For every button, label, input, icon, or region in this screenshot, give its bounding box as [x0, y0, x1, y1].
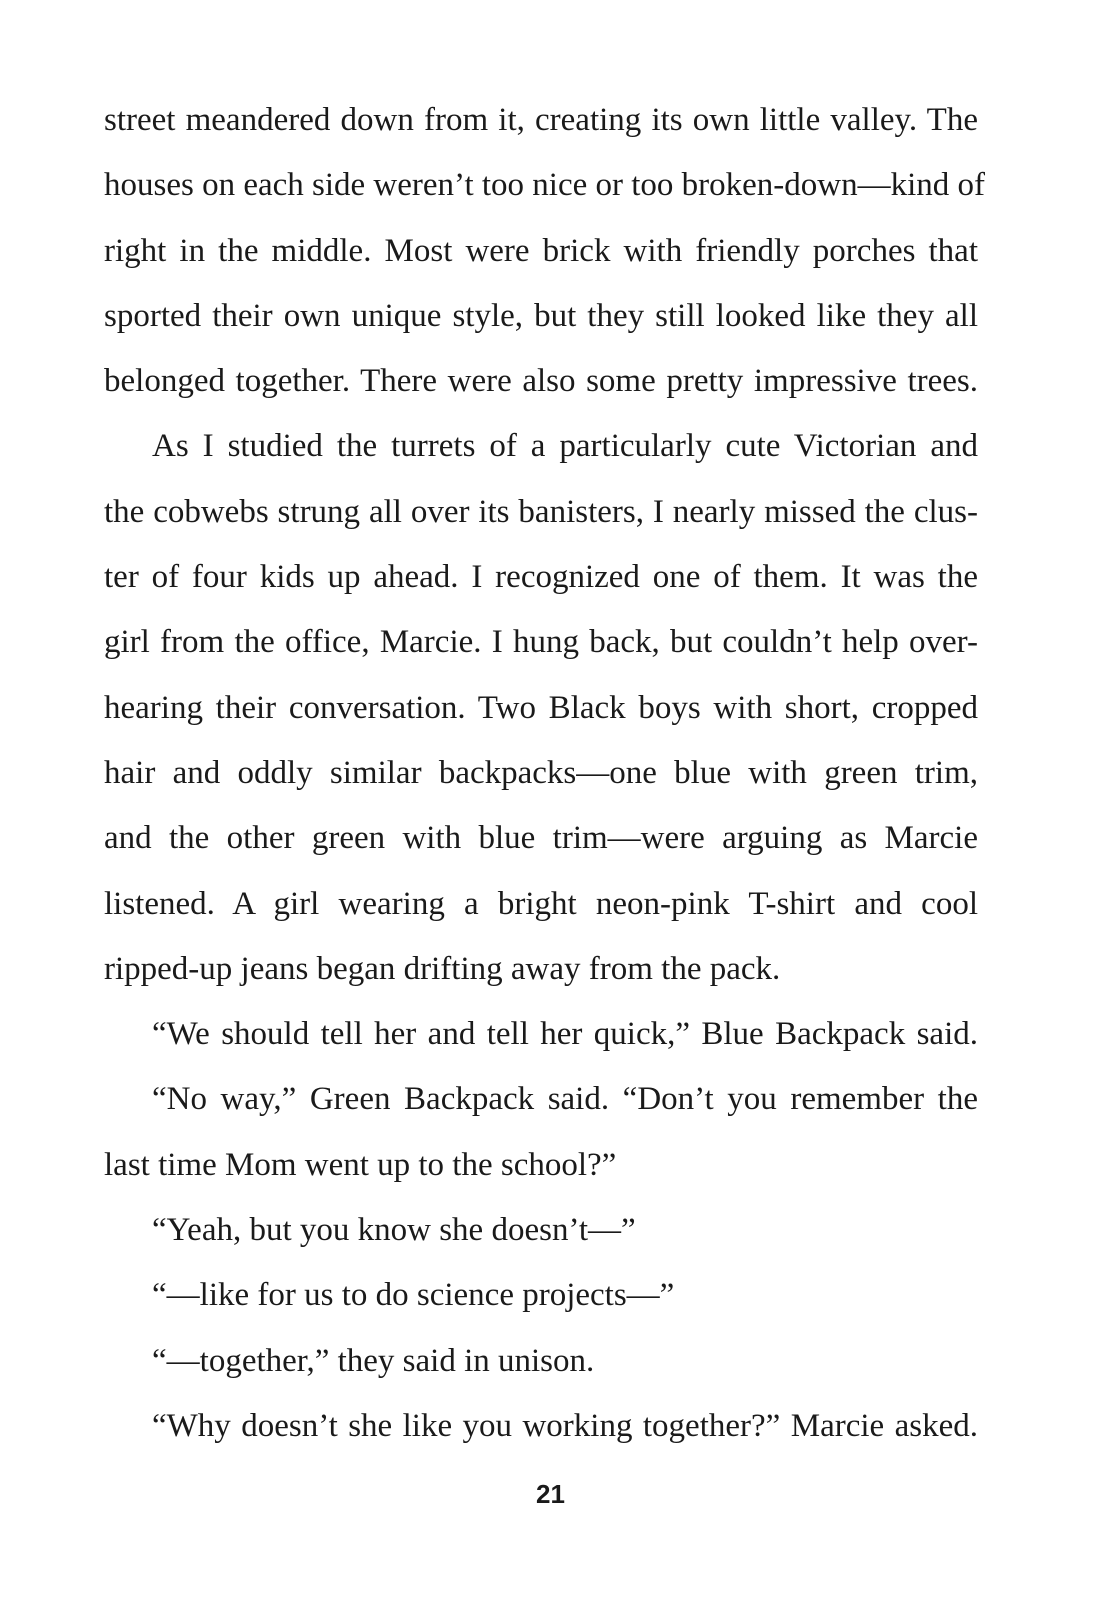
text-line: listened. A girl wearing a bright neon-pink T-shirt and cool [104, 885, 978, 922]
text-line: sported their own unique style, but they still looked like they all [104, 297, 978, 334]
text-line: “—like for us to do science projects—” [152, 1277, 675, 1314]
text-line: “We should tell her and tell her quick,” Blue Backpack said. [152, 1016, 978, 1053]
text-line: hearing their conversation. Two Black boys with short, cropped [104, 689, 978, 726]
text-line: As I studied the turrets of a particularly cute Victorian and [152, 428, 978, 465]
page-number: 21 [536, 1479, 565, 1509]
text-line: girl from the office, Marcie. I hung back, but couldn’t help over- [104, 624, 978, 661]
text-line: houses on each side weren’t too nice or too broken-down—kind of [104, 167, 986, 204]
text-line: ter of four kids up ahead. I recognized one of them. It was the [104, 559, 978, 596]
text-line: right in the middle. Most were brick with friendly porches that [104, 232, 978, 269]
body-text [104, 88, 986, 1459]
text-line: and the other green with blue trim—were arguing as Marcie [104, 820, 978, 857]
text-line: “Why doesn’t she like you working together?” Marcie asked. [152, 1407, 978, 1444]
text-line: the cobwebs strung all over its banisters, I nearly missed the clus- [104, 493, 978, 530]
text-line: ripped-up jeans began drifting away from the pack. [104, 950, 781, 987]
text-line: “—together,” they said in unison. [152, 1342, 595, 1379]
text-line: belonged together. There were also some pretty impressive trees. [104, 363, 978, 400]
text-line: street meandered down from it, creating its own little valley. The [104, 102, 978, 138]
text-line: “Yeah, but you know she doesn’t—” [152, 1212, 636, 1249]
text-line: last time Mom went up to the school?” [104, 1146, 617, 1183]
text-line: “No way,” Green Backpack said. “Don’t you remember the [152, 1081, 978, 1118]
text-line: hair and oddly similar backpacks—one blue with green trim, [104, 754, 978, 791]
